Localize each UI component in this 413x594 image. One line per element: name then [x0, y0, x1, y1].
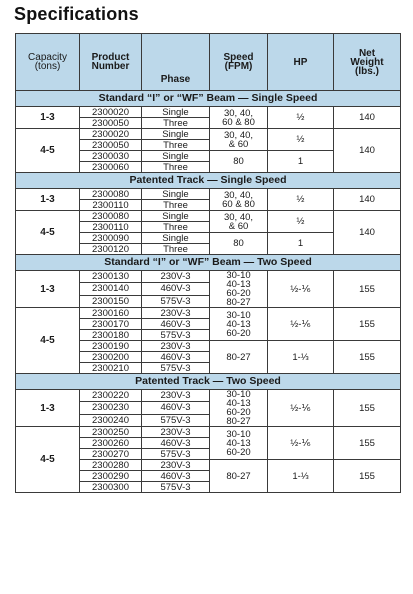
hp-cell: 1-⅓: [268, 460, 334, 493]
speed-cell: 30, 40, & 60: [210, 129, 268, 151]
net-weight-cell: 155: [334, 308, 401, 341]
speed-cell: 30, 40, & 60: [210, 211, 268, 233]
hp-cell: ½-⅙: [268, 308, 334, 341]
product-number-cell: 2300020: [80, 129, 142, 140]
header-capacity: Capacity (tons): [16, 34, 80, 91]
speed-cell: 30-10 40-13 60-20: [210, 427, 268, 460]
capacity-cell: 4-5: [16, 427, 80, 493]
phase-cell: Three: [142, 140, 210, 151]
capacity-cell: 1-3: [16, 271, 80, 308]
product-number-cell: 2300230: [80, 402, 142, 414]
table-row: [16, 211, 401, 222]
product-number-cell: 2300260: [80, 438, 142, 449]
section-header-row: [16, 173, 401, 189]
product-number-cell: 2300220: [80, 390, 142, 402]
phase-cell: 230V-3: [142, 341, 210, 352]
phase-cell: 575V-3: [142, 414, 210, 426]
product-number-cell: 2300300: [80, 482, 142, 493]
product-number-cell: 2300130: [80, 271, 142, 283]
net-weight-cell: 155: [334, 390, 401, 427]
header-speed: Speed (FPM): [210, 34, 268, 91]
speed-cell: 30, 40, 60 & 80: [210, 189, 268, 211]
speed-cell: 30, 40, 60 & 80: [210, 107, 268, 129]
table-row: [16, 107, 401, 118]
product-number-cell: 2300180: [80, 330, 142, 341]
phase-cell: 575V-3: [142, 482, 210, 493]
net-weight-cell: 155: [334, 271, 401, 308]
product-number-cell: 2300020: [80, 107, 142, 118]
speed-cell: 80: [210, 233, 268, 255]
header-hp: HP: [268, 34, 334, 91]
speed-cell: 30-10 40-13 60-20: [210, 308, 268, 341]
section-header-row: [16, 255, 401, 271]
net-weight-cell: 155: [334, 460, 401, 493]
product-number-cell: 2300280: [80, 460, 142, 471]
capacity-cell: 1-3: [16, 390, 80, 427]
phase-cell: 230V-3: [142, 271, 210, 283]
hp-cell: ½: [268, 129, 334, 151]
hp-cell: 1-⅓: [268, 341, 334, 374]
table-row: [16, 427, 401, 438]
phase-cell: Three: [142, 222, 210, 233]
product-number-cell: 2300240: [80, 414, 142, 426]
capacity-cell: 4-5: [16, 308, 80, 374]
product-number-cell: 2300190: [80, 341, 142, 352]
product-number-cell: 2300150: [80, 295, 142, 307]
phase-cell: 575V-3: [142, 295, 210, 307]
product-number-cell: 2300250: [80, 427, 142, 438]
phase-cell: Single: [142, 107, 210, 118]
hp-cell: ½-⅙: [268, 390, 334, 427]
product-number-cell: 2300290: [80, 471, 142, 482]
product-number-cell: 2300170: [80, 319, 142, 330]
phase-cell: 460V-3: [142, 471, 210, 482]
phase-cell: 460V-3: [142, 402, 210, 414]
speed-cell: 80-27: [210, 460, 268, 493]
hp-cell: ½-⅙: [268, 427, 334, 460]
phase-cell: Single: [142, 211, 210, 222]
phase-cell: Three: [142, 118, 210, 129]
phase-cell: 575V-3: [142, 363, 210, 374]
product-number-cell: 2300140: [80, 283, 142, 295]
header-product-number: Product Number: [80, 34, 142, 91]
net-weight-cell: 140: [334, 211, 401, 255]
product-number-cell: 2300110: [80, 222, 142, 233]
table-row: [16, 271, 401, 283]
phase-cell: Single: [142, 151, 210, 162]
phase-cell: 575V-3: [142, 449, 210, 460]
product-number-cell: 2300210: [80, 363, 142, 374]
table-row: [16, 129, 401, 140]
net-weight-cell: 140: [334, 129, 401, 173]
net-weight-cell: 155: [334, 341, 401, 374]
capacity-cell: 1-3: [16, 107, 80, 129]
table-row: [16, 390, 401, 402]
hp-cell: ½: [268, 107, 334, 129]
phase-cell: 230V-3: [142, 308, 210, 319]
product-number-cell: 2300050: [80, 118, 142, 129]
section-header-row: [16, 91, 401, 107]
hp-cell: 1: [268, 151, 334, 173]
product-number-cell: 2300050: [80, 140, 142, 151]
phase-cell: 575V-3: [142, 330, 210, 341]
section-title: Standard “I” or “WF” Beam — Two Speed: [16, 255, 401, 271]
section-title: Standard “I” or “WF” Beam — Single Speed: [16, 91, 401, 107]
speed-cell: 80: [210, 151, 268, 173]
phase-cell: 460V-3: [142, 352, 210, 363]
phase-cell: Three: [142, 244, 210, 255]
phase-cell: Three: [142, 162, 210, 173]
speed-cell: 80-27: [210, 341, 268, 374]
phase-cell: 460V-3: [142, 319, 210, 330]
phase-cell: 460V-3: [142, 438, 210, 449]
header-phase: Phase: [142, 34, 210, 91]
table-row: [16, 308, 401, 319]
product-number-cell: 2300030: [80, 151, 142, 162]
net-weight-cell: 155: [334, 427, 401, 460]
net-weight-cell: 140: [334, 107, 401, 129]
net-weight-cell: 140: [334, 189, 401, 211]
section-title: Patented Track — Single Speed: [16, 173, 401, 189]
phase-cell: Single: [142, 233, 210, 244]
product-number-cell: 2300270: [80, 449, 142, 460]
product-number-cell: 2300200: [80, 352, 142, 363]
product-number-cell: 2300110: [80, 200, 142, 211]
header-row: [16, 34, 401, 91]
table-row: [16, 189, 401, 200]
section-title: Patented Track — Two Speed: [16, 374, 401, 390]
page-title: Specifications: [14, 4, 139, 24]
product-number-cell: 2300120: [80, 244, 142, 255]
capacity-cell: 1-3: [16, 189, 80, 211]
capacity-cell: 4-5: [16, 129, 80, 173]
phase-cell: 230V-3: [142, 460, 210, 471]
phase-cell: 230V-3: [142, 427, 210, 438]
phase-cell: Single: [142, 129, 210, 140]
speed-cell: 30-10 40-13 60-20 80-27: [210, 271, 268, 308]
specifications-table: [15, 33, 401, 493]
hp-cell: 1: [268, 233, 334, 255]
header-net-weight: Net Weight (lbs.): [334, 34, 401, 91]
capacity-cell: 4-5: [16, 211, 80, 255]
section-header-row: [16, 374, 401, 390]
hp-cell: ½: [268, 189, 334, 211]
hp-cell: ½: [268, 211, 334, 233]
product-number-cell: 2300080: [80, 189, 142, 200]
phase-cell: 230V-3: [142, 390, 210, 402]
speed-cell: 30-10 40-13 60-20 80-27: [210, 390, 268, 427]
phase-cell: 460V-3: [142, 283, 210, 295]
phase-cell: Three: [142, 200, 210, 211]
product-number-cell: 2300090: [80, 233, 142, 244]
phase-cell: Single: [142, 189, 210, 200]
product-number-cell: 2300080: [80, 211, 142, 222]
product-number-cell: 2300160: [80, 308, 142, 319]
product-number-cell: 2300060: [80, 162, 142, 173]
hp-cell: ½-⅙: [268, 271, 334, 308]
